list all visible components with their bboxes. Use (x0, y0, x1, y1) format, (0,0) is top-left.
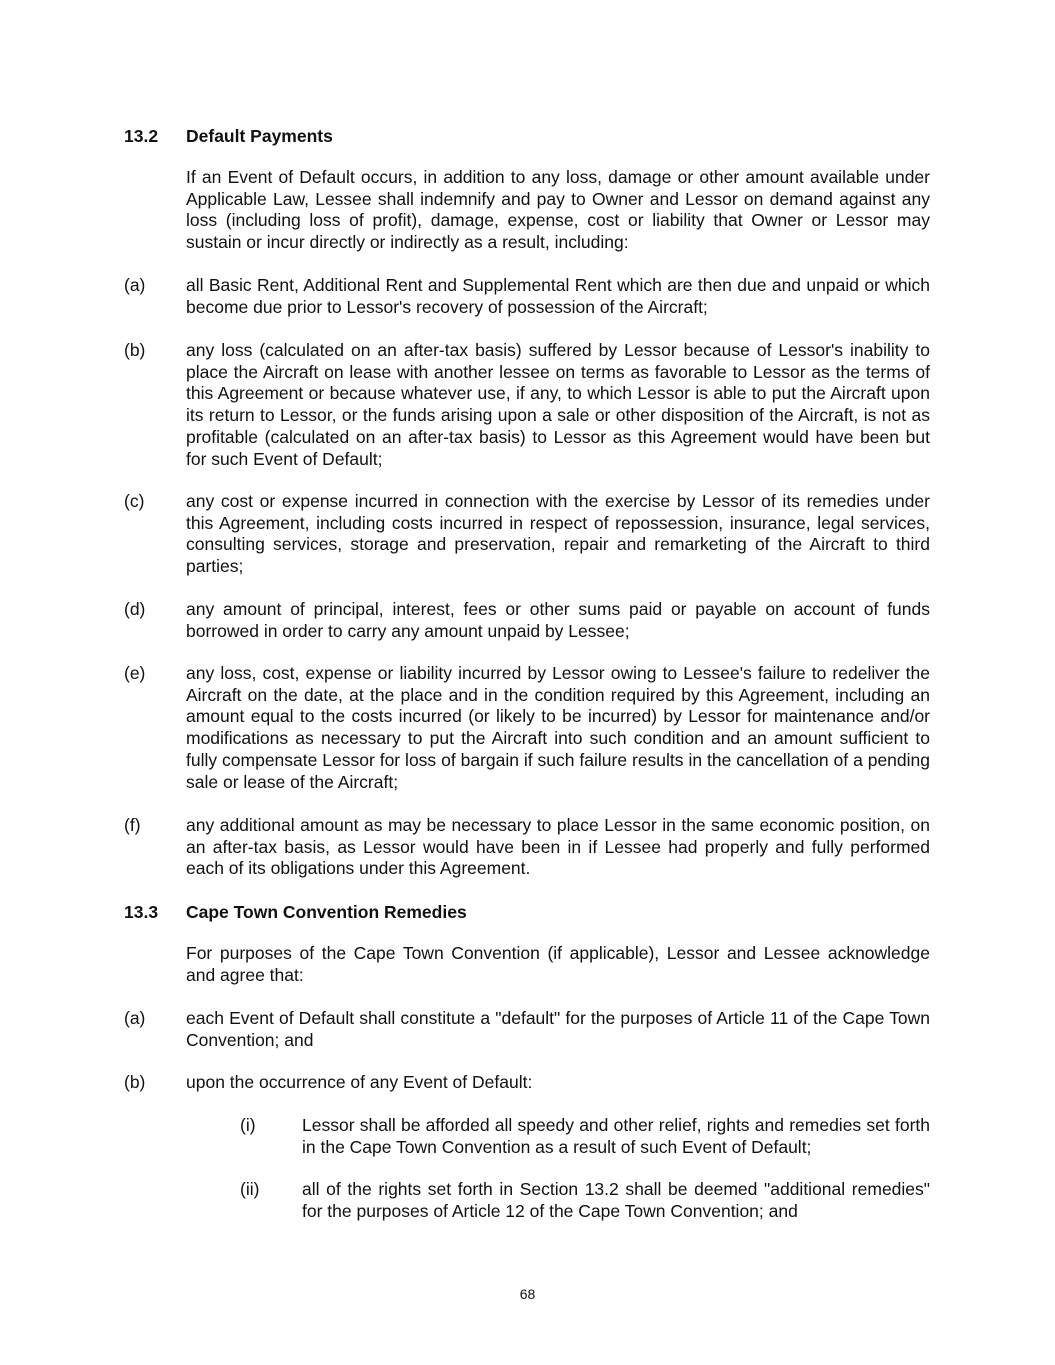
clause-text: each Event of Default shall constitute a "default" for the purposes of Article 11 of the Cape Town Convention; and (186, 1008, 930, 1050)
section-number: 13.3 (124, 902, 159, 922)
clause-text: any additional amount as may be necessary to place Lessor in the same economic position, on an after-tax basis, as Lessor would have been in if Lessee had properly and fully performed each of its obligations under this Agreement. (186, 815, 930, 879)
section-title: Cape Town Convention Remedies (186, 902, 467, 922)
clause-text: all Basic Rent, Additional Rent and Supplemental Rent which are then due and unpaid or which become due prior to Lessor's recovery of possession of the Aircraft; (186, 275, 930, 317)
clause-label: (a) (124, 1008, 146, 1028)
section-number: 13.2 (124, 126, 159, 146)
clause-text: upon the occurrence of any Event of Default: (186, 1072, 533, 1092)
page-number: 68 (519, 1286, 536, 1302)
clause-13-2-b (124, 340, 930, 470)
clause-label: (a) (124, 275, 146, 295)
clause-13-2-a (124, 275, 930, 318)
clause-13-3-a (124, 1008, 930, 1051)
section-13-2-intro: If an Event of Default occurs, in addition to any loss, damage or other amount available under Applicable Law, Lessee shall indemnify and pay to Owner and Lessor on demand against any loss (including loss of profit), damage, expense, cost or liability that Owner or Lessor may sustain or incur directly or indirectly as a result, including: (186, 167, 930, 253)
subclause-text: all of the rights set forth in Section 13.2 shall be deemed "additional remedies" for the purposes of Article 12 of the Cape Town Convention; and (302, 1179, 930, 1221)
clause-label: (c) (124, 491, 145, 511)
clause-label: (b) (124, 1072, 146, 1092)
clause-13-2-d (124, 599, 930, 642)
clause-13-2-c (124, 491, 930, 578)
subclause-13-3-b-i (240, 1115, 930, 1158)
clause-text: any loss, cost, expense or liability incurred by Lessor owing to Lessee's failure to redeliver the Aircraft on the date, at the place and in the condition required by this Agreement, including an amount equal to the costs incurred (or likely to be incurred) by Lessor for maintenance and/or modifications as necessary to put the Aircraft into such condition and an amount sufficient to fully compensate Lessor for loss of bargain if such failure results in the cancellation of a pending sale or lease of the Aircraft; (186, 663, 930, 792)
clause-13-3-b (124, 1072, 930, 1094)
clause-label: (b) (124, 340, 146, 360)
section-title: Default Payments (186, 126, 333, 146)
subclause-13-3-b-ii (240, 1179, 930, 1222)
subclause-label: (ii) (240, 1179, 260, 1199)
section-13-3-intro: For purposes of the Cape Town Convention (if applicable), Lessor and Lessee acknowledge and agree that: (186, 943, 930, 985)
clause-13-2-f (124, 815, 930, 880)
clause-label: (f) (124, 815, 141, 835)
clause-label: (e) (124, 663, 146, 683)
clause-text: any cost or expense incurred in connection with the exercise by Lessor of its remedies under this Agreement, including costs incurred in respect of repossession, insurance, legal services, consulting services, storage and preservation, repair and remarketing of the Aircraft to third parties; (186, 491, 930, 577)
subclause-label: (i) (240, 1115, 256, 1135)
clause-text: any loss (calculated on an after-tax basis) suffered by Lessor because of Lessor's inability to place the Aircraft on lease with another lessee on terms as favorable to Lessor as the terms of this Agreement or because whatever use, if any, to which Lessor is able to put the Aircraft upon its return to Lessor, or the funds arising upon a sale or other disposition of the Aircraft, is not as profitable (calculated on an after-tax basis) to Lessor as this Agreement would have been but for such Event of Default; (186, 340, 930, 469)
subclause-text: Lessor shall be afforded all speedy and other relief, rights and remedies set forth in the Cape Town Convention as a result of such Event of Default; (302, 1115, 930, 1157)
clause-text: any amount of principal, interest, fees or other sums paid or payable on account of funds borrowed in order to carry any amount unpaid by Lessee; (186, 599, 930, 641)
clause-label: (d) (124, 599, 146, 619)
clause-13-2-e (124, 663, 930, 793)
